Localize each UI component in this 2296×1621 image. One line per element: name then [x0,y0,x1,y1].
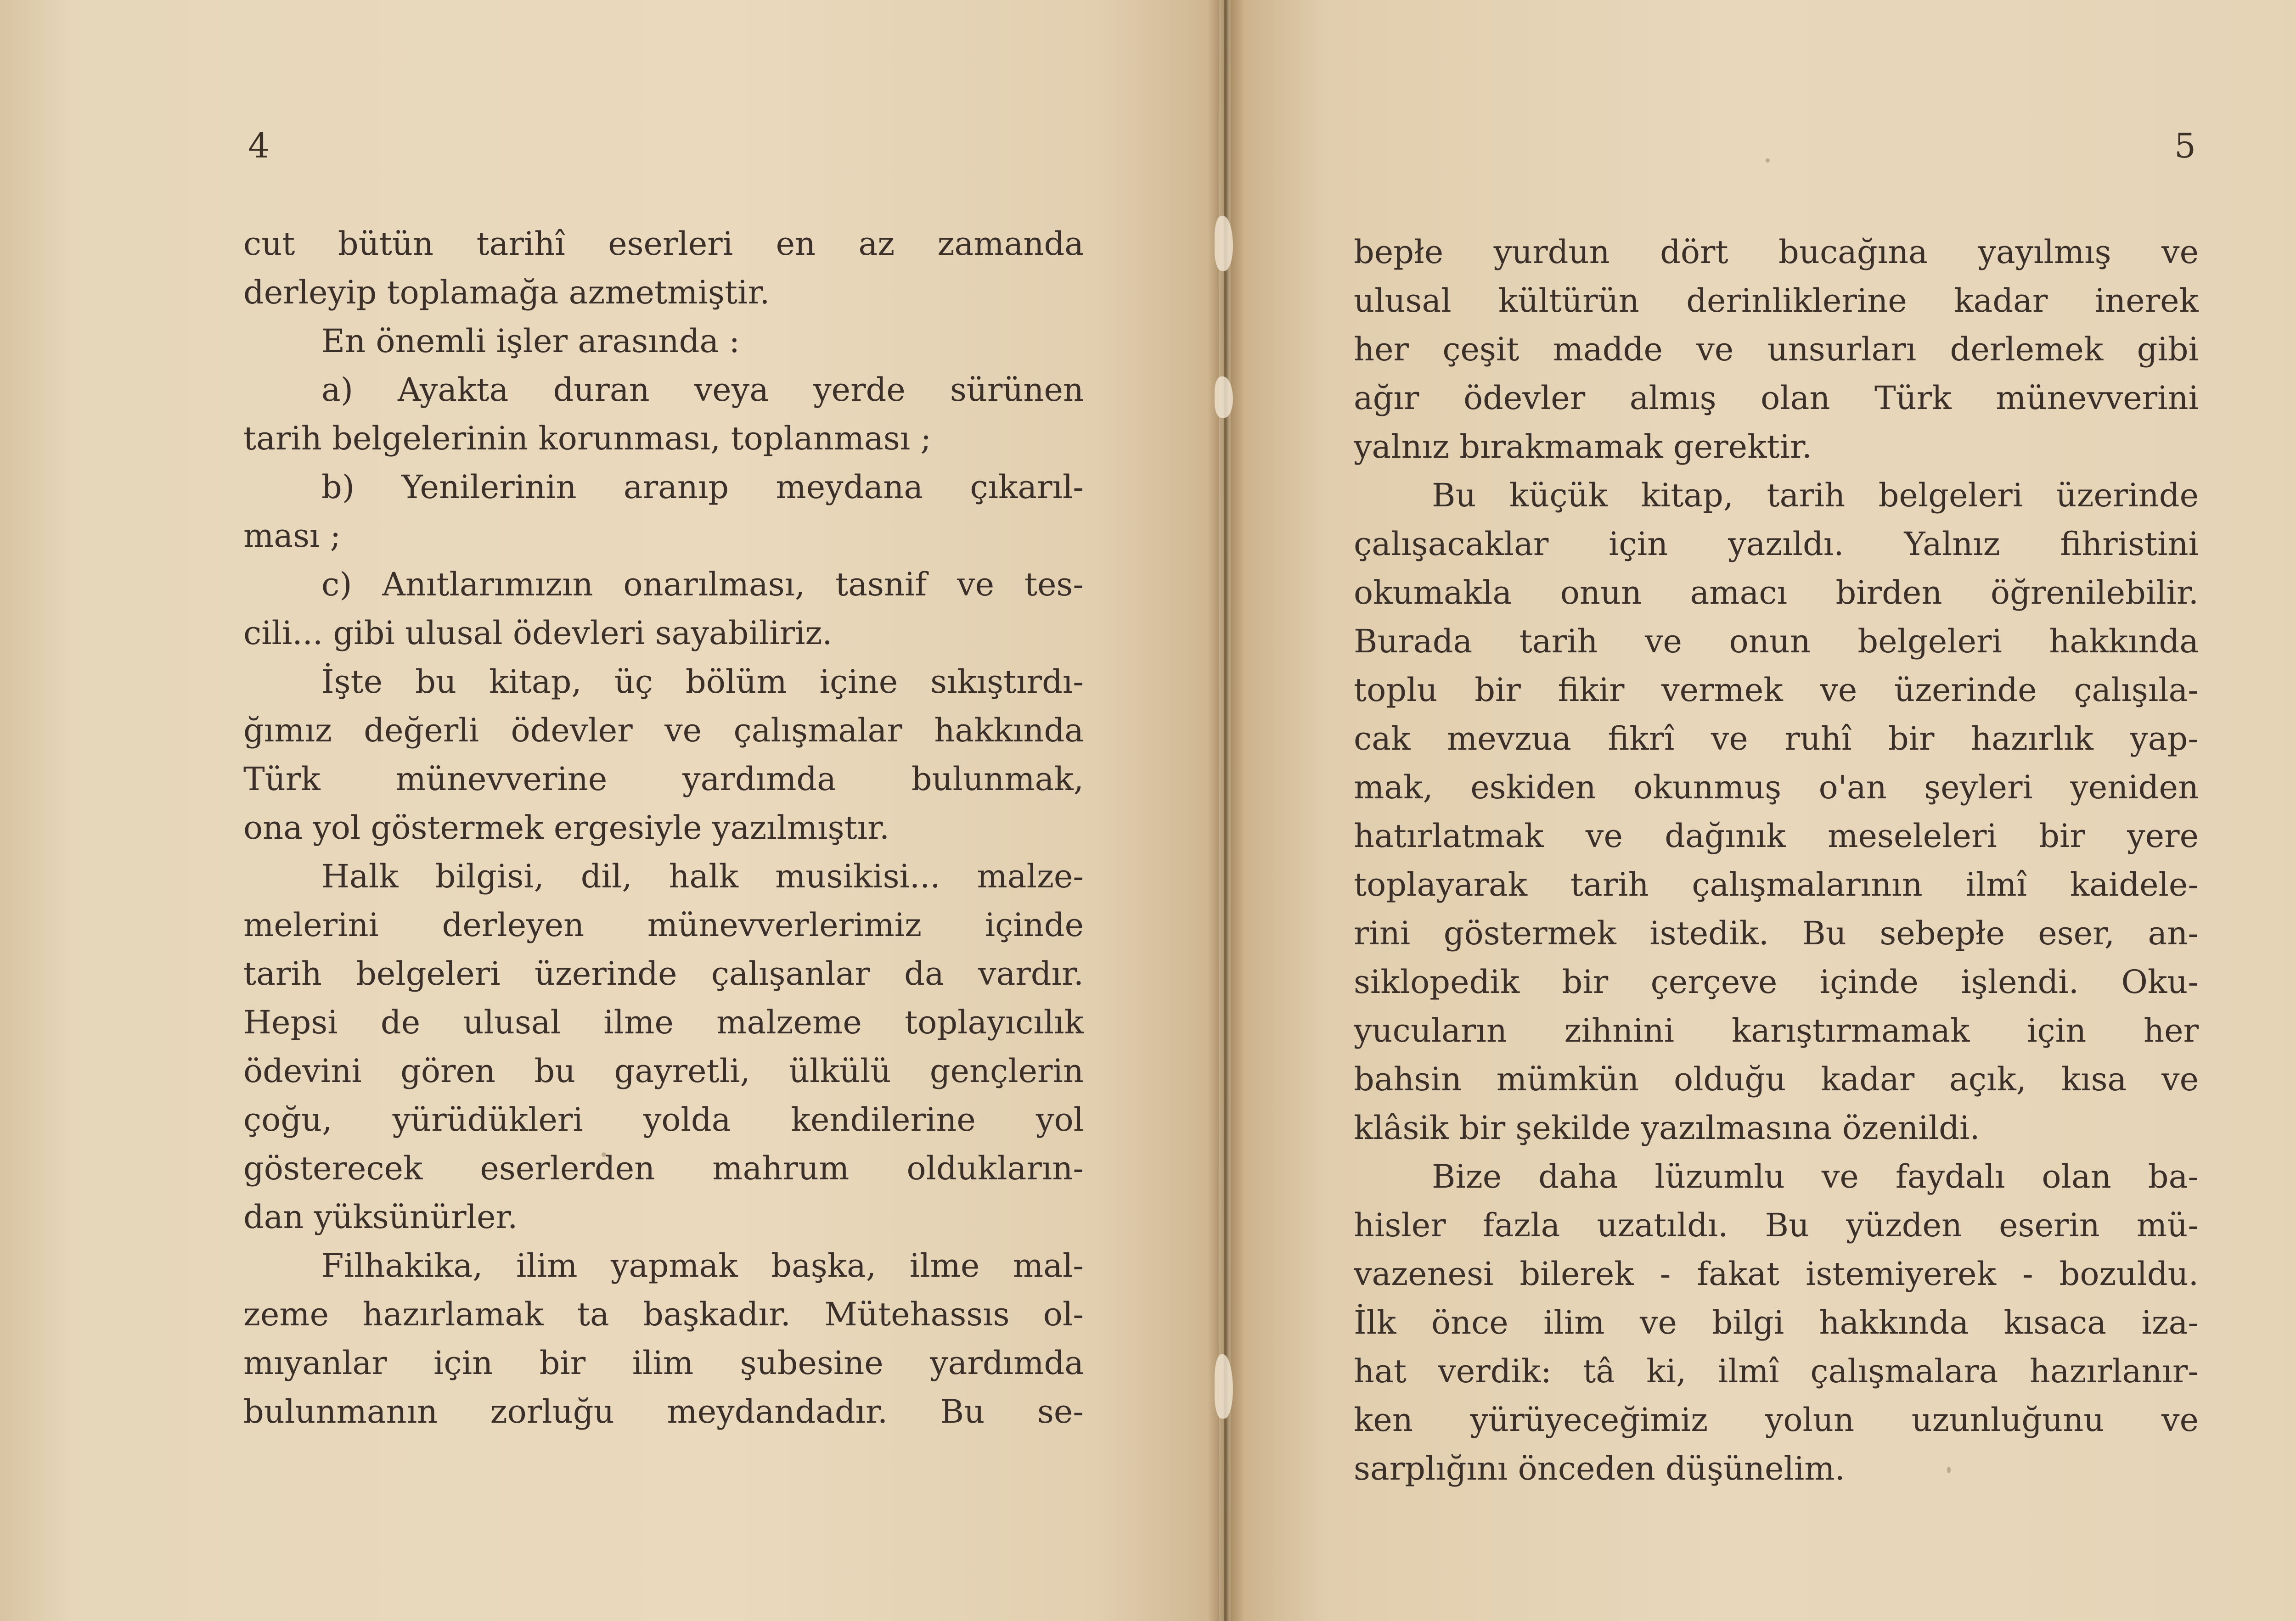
text-line: ödevini gören bu gayretli, ülkülü gençlerin [243,1052,1084,1090]
right-page-text [1354,228,2199,1493]
text-line: her çeşit madde ve unsurları derlemek gibi [1354,331,2199,368]
text-line: çalışacaklar için yazıldı. Yalnız fihristini [1354,525,2199,563]
text-line: cili... gibi ulusal ödevleri sayabiliriz. [243,614,833,652]
text-line: çoğu, yürüdükleri yolda kendilerine yol [243,1101,1084,1139]
text-line: okumakla onun amacı birden öğrenilebilir. [1354,574,2199,611]
text-line: Halk bilgisi, dil, halk musikisi... malze- [321,858,1084,895]
page-number-left: 4 [248,126,270,166]
text-line: bahsin mümkün olduğu kadar açık, kısa ve [1354,1060,2199,1098]
text-line: İlk önce ilim ve bilgi hakkında kısaca iza- [1354,1304,2199,1341]
text-line: sarplığını önceden düşünelim. [1354,1450,1845,1487]
text-line: ona yol göstermek ergesiyle yazılmıştır. [243,809,890,847]
text-line: bepłe yurdun dört bucağına yayılmış ve [1354,233,2199,271]
text-line: ğımız değerli ödevler ve çalışmalar hakkında [243,712,1084,749]
paper-speck [1766,158,1770,163]
text-line: melerini derleyen münevverlerimiz içinde [243,906,1084,944]
text-line: Bu küçük kitap, tarih belgeleri üzerinde [1432,477,2199,514]
text-line: Filhakika, ilim yapmak başka, ilme mal- [321,1247,1084,1284]
text-line: vazenesi bilerek - fakat istemiyerek - bozuldu. [1354,1255,2199,1293]
text-line: derleyip toplamağa azmetmiştir. [243,274,770,311]
left-page-text [243,219,1084,1436]
text-line: tarih belgeleri üzerinde çalışanlar da vardır. [243,955,1084,993]
text-line: hatırlatmak ve dağınık meseleleri bir yere [1354,817,2199,855]
text-line: klâsik bir şekilde yazılmasına özenildi. [1354,1109,1980,1147]
text-line: Hepsi de ulusal ilme malzeme toplayıcılık [243,1004,1084,1041]
text-line: zeme hazırlamak ta başkadır. Mütehassıs ol- [243,1296,1084,1333]
text-line: toplayarak tarih çalışmalarının ilmî kaidele- [1354,866,2199,903]
text-line: tarih belgelerinin korunması, toplanması ; [243,420,932,457]
text-line: toplu bir fikir vermek ve üzerinde çalışıla- [1354,671,2199,709]
text-line: ken yürüyeceğimiz yolun uzunluğunu ve [1354,1401,2199,1439]
text-line: cut bütün tarihî eserleri en az zamanda [243,225,1084,263]
page-number-right: 5 [2174,126,2197,166]
text-line: c) Anıtlarımızın onarılması, tasnif ve tes- [321,566,1084,603]
text-line: yalnız bırakmamak gerektir. [1354,428,1812,466]
text-line: siklopedik bir çerçeve içinde işlendi. Oku- [1354,963,2199,1001]
text-line: bulunmanın zorluğu meydandadır. Bu se- [243,1393,1084,1430]
text-line: Bize daha lüzumlu ve faydalı olan ba- [1432,1158,2199,1195]
text-line: hisler fazla uzatıldı. Bu yüzden eserin mü- [1354,1206,2199,1244]
text-line: ması ; [243,517,341,555]
text-line: rini göstermek istedik. Bu sebepłe eser, an- [1354,914,2199,952]
text-line: ağır ödevler almış olan Türk münevverini [1354,379,2199,417]
text-line: b) Yenilerinin aranıp meydana çıkarıl- [321,468,1084,506]
text-line: a) Ayakta duran veya yerde sürünen [321,371,1084,409]
text-line: yucuların zihnini karıştırmamak için her [1354,1012,2199,1049]
text-line: ulusal kültürün derinliklerine kadar inerek [1354,282,2199,320]
text-line: gösterecek eserlerden mahrum oldukların- [243,1150,1084,1187]
text-line: İşte bu kitap, üç bölüm içine sıkıştırdı- [321,663,1084,701]
text-line: dan yüksünürler. [243,1198,518,1236]
text-line: hat verdik: tâ ki, ilmî çalışmalara hazırlanır- [1354,1352,2199,1390]
text-line: mak, eskiden okunmuş o'an şeyleri yeniden [1354,768,2199,806]
text-line: Türk münevverine yardımda bulunmak, [243,760,1084,798]
text-line: cak mevzua fikrî ve ruhî bir hazırlık yap- [1354,720,2199,757]
text-line: Burada tarih ve onun belgeleri hakkında [1354,623,2199,660]
text-line: mıyanlar için bir ilim şubesine yardımda [243,1344,1084,1382]
text-line: En önemli işler arasında : [321,322,740,360]
